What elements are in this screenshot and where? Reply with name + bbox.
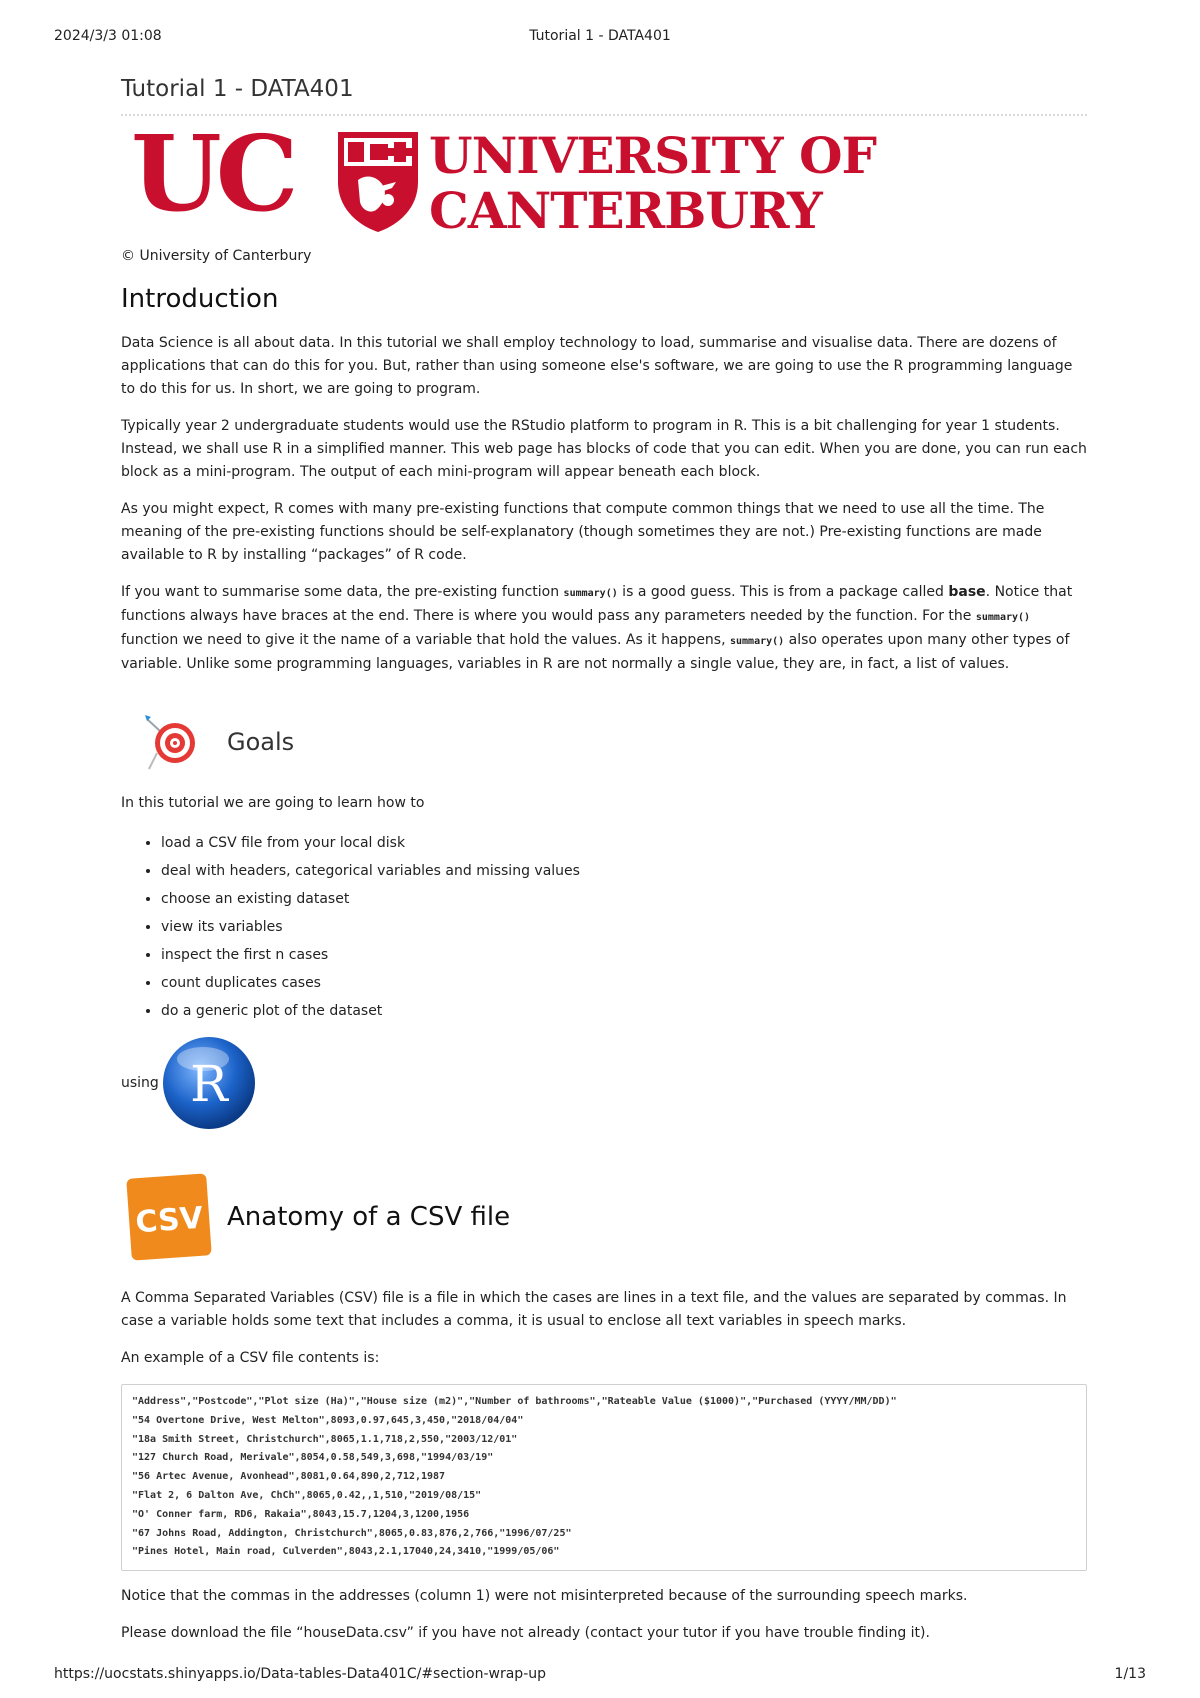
goals-list <box>121 829 1087 1025</box>
code-line: "18a Smith Street, Christchurch",8065,1.1,718,2,550,"2003/12/01" <box>132 1433 518 1445</box>
text-run: . Notice that functions always have braces at the end. There is where you would pass any parameters needed by the function. For the <box>121 584 1073 624</box>
intro-paragraph-4 <box>121 581 1087 676</box>
copyright-notice: © University of Canterbury <box>121 248 312 264</box>
csv-paragraph-4: Please download the file “houseData.csv” if you have not already (contact your tutor if you have trouble finding it). <box>121 1625 930 1642</box>
code-line: "67 Johns Road, Addington, Christchurch",8065,0.83,876,2,766,"1996/07/25" <box>132 1527 572 1539</box>
text-run: also operates upon many other types of variable. Unlike some programming languages, variables in R are not normally a single value, they are, in fact, a list of values. <box>121 632 1070 672</box>
university-logo <box>131 112 901 242</box>
print-page-number: 1/13 <box>1114 1666 1146 1682</box>
code-line: "O' Conner farm, RD6, Rakaia",8043,15.7,1204,3,1200,1956 <box>132 1508 470 1520</box>
logo-line-1: UNIVERSITY OF <box>429 126 877 185</box>
print-title: Tutorial 1 - DATA401 <box>529 28 671 44</box>
crest-icon <box>336 130 420 234</box>
using-label: using <box>121 1075 159 1091</box>
text-run: function we need to give it the name of a variable that hold the values. As it happens, <box>121 632 730 648</box>
logo-line-2: CANTERBURY <box>429 181 822 240</box>
list-item: • do a generic plot of the dataset <box>161 997 1087 1025</box>
csv-paragraph-3: Notice that the commas in the addresses (column 1) were not misinterpreted because of the surrounding speech marks. <box>121 1588 968 1605</box>
page-title: Tutorial 1 - DATA401 <box>121 76 354 102</box>
logo-wordmark <box>429 128 876 238</box>
list-item: • view its variables <box>161 913 1087 941</box>
code-line: "Address","Postcode","Plot size (Ha)","House size (m2)","Number of bathrooms","Rateable Value ($1000)","Purchased (YYYY/MM/DD)" <box>132 1396 897 1407</box>
csv-paragraph-2: An example of a CSV file contents is: <box>121 1350 380 1366</box>
inline-code-summary: summary() <box>730 636 785 647</box>
list-item: • choose an existing dataset <box>161 885 1087 913</box>
csv-section-heading: Anatomy of a CSV file <box>227 1202 511 1232</box>
goals-heading: Goals <box>227 728 295 756</box>
intro-paragraph-1: Data Science is all about data. In this tutorial we shall employ technology to load, summarise and visualise data. There are dozens of applications that can do this for you. But, rather than using someone else's software, we are going to use the R programming language to do this for us. In short, we are going to program. <box>121 335 1073 397</box>
intro-paragraph-2: Typically year 2 undergraduate students would use the RStudio platform to program in R. This is a bit challenging for year 1 students. Instead, we shall use R in a simplified manner. This web page has blocks of code that you can edit. When you are done, you can run each block as a mini-program. The output of each mini-program will appear beneath each block. <box>121 418 1087 480</box>
print-date: 2024/3/3 01:08 <box>54 28 162 44</box>
using-r-row <box>121 1033 1087 1133</box>
csv-file-icon <box>121 1170 217 1264</box>
intro-paragraph-3: As you might expect, R comes with many pre-existing functions that compute common things that we need to use all the time. The meaning of the pre-existing functions should be self-explanatory (though sometimes they are not.) Pre-existing functions are made available to R by installing “packages” of R code. <box>121 501 1045 563</box>
code-line: "54 Overtone Drive, West Melton",8093,0.97,645,3,450,"2018/04/04" <box>132 1414 524 1426</box>
list-item: • load a CSV file from your local disk <box>161 829 1087 857</box>
csv-example-code-block <box>121 1384 1087 1571</box>
print-url: https://uocstats.shinyapps.io/Data-tables-Data401C/#section-wrap-up <box>54 1666 547 1682</box>
text-run: is a good guess. This is from a package called <box>617 584 949 600</box>
list-item: • inspect the first n cases <box>161 941 1087 969</box>
code-line: "Pines Hotel, Main road, Culverden",8043,2.1,17040,24,3410,"1999/05/06" <box>132 1546 560 1558</box>
goals-header <box>143 712 1087 772</box>
bold-package-name: base <box>948 584 986 600</box>
introduction-heading: Introduction <box>121 284 279 314</box>
csv-section-header <box>121 1169 1087 1265</box>
text-run: If you want to summarise some data, the pre-existing function <box>121 584 564 600</box>
csv-icon-text: CSV <box>134 1200 205 1241</box>
goals-lead: In this tutorial we are going to learn how to <box>121 795 425 811</box>
list-item: • count duplicates cases <box>161 969 1087 997</box>
r-logo-icon <box>159 1033 259 1133</box>
code-line: "Flat 2, 6 Dalton Ave, ChCh",8065,0.42,,1,510,"2019/08/15" <box>132 1489 482 1501</box>
csv-paragraph-1: A Comma Separated Variables (CSV) file is a file in which the cases are lines in a text file, and the values are separated by commas. In case a variable holds some text that includes a comma, it is usual to enclose all text variables in speech marks. <box>121 1290 1067 1329</box>
tutorial-content <box>121 76 1087 1659</box>
inline-code-summary: summary() <box>563 588 618 599</box>
r-logo-letter: R <box>190 1055 228 1113</box>
target-icon <box>143 713 199 771</box>
logo-monogram: UC <box>131 112 293 235</box>
inline-code-summary: summary() <box>975 612 1031 623</box>
code-line: "56 Artec Avenue, Avonhead",8081,0.64,890,2,712,1987 <box>132 1471 446 1483</box>
list-item: • deal with headers, categorical variables and missing values <box>161 857 1087 885</box>
code-line: "127 Church Road, Merivale",8054,0.58,549,3,698,"1994/03/19" <box>132 1452 494 1464</box>
